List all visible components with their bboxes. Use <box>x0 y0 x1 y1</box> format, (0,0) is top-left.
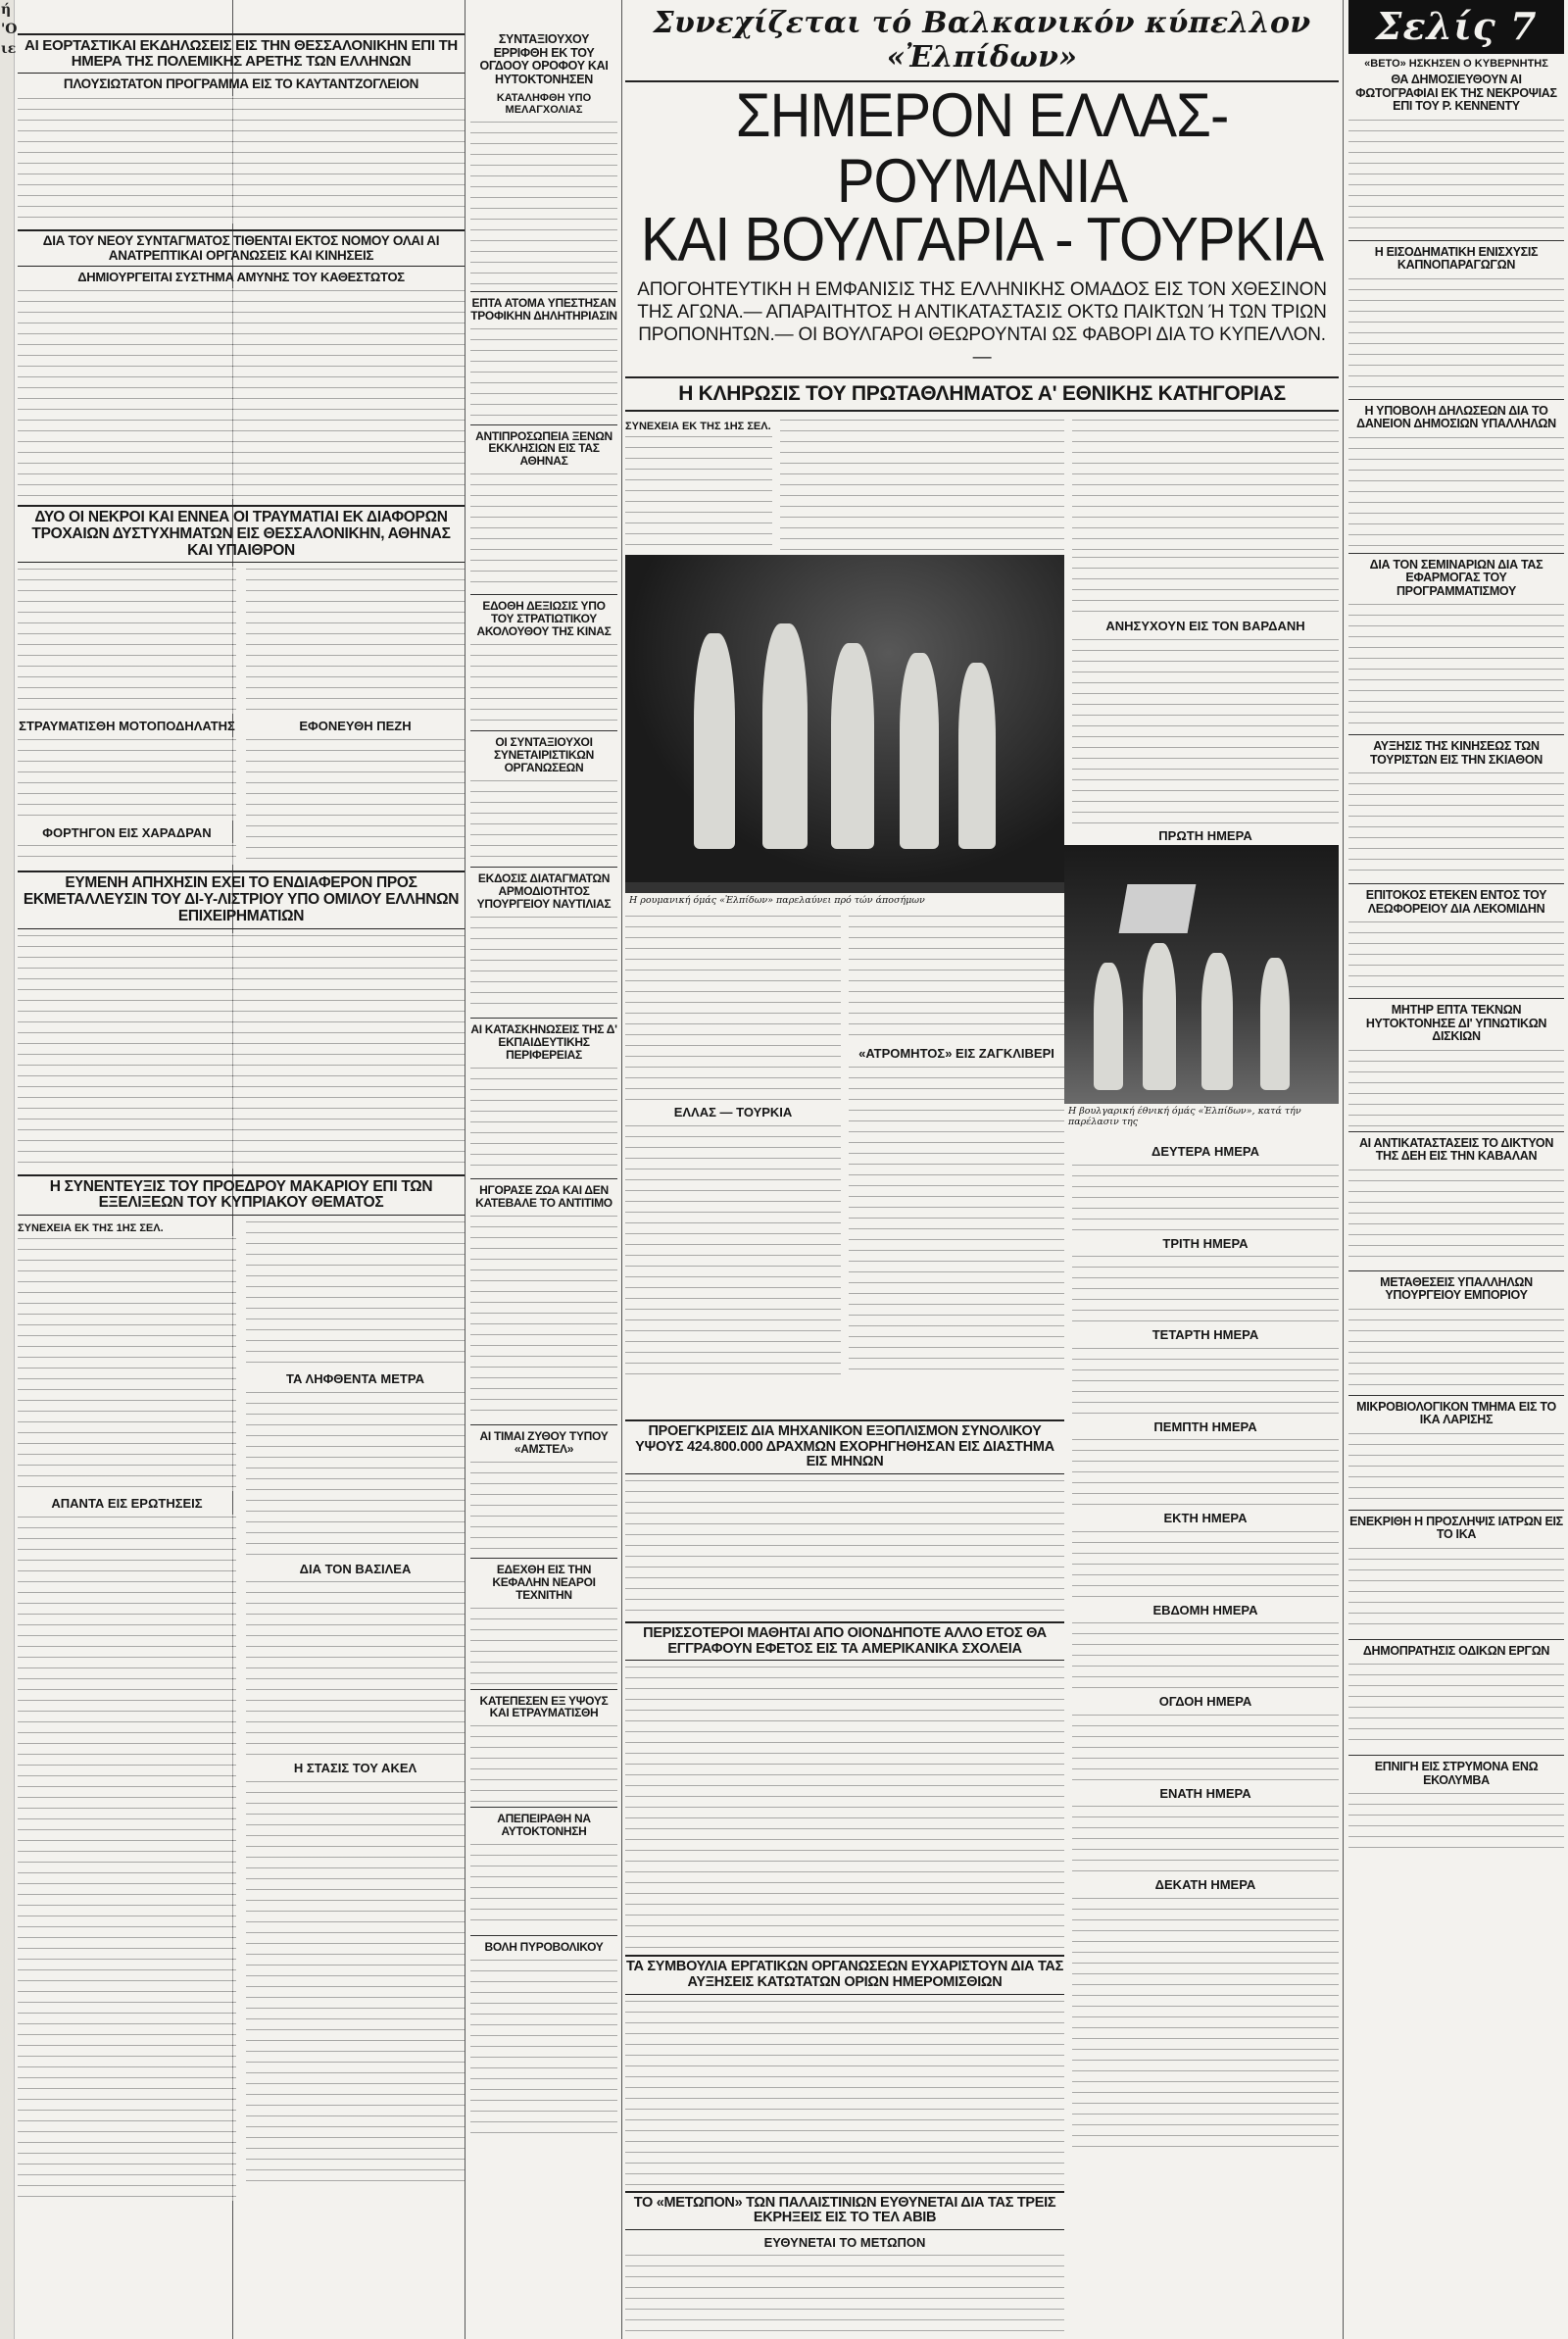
headline-makarios: Η ΣΥΝΕΝΤΕΥΞΙΣ ΤΟΥ ΠΡΟΕΔΡΟΥ ΜΑΚΑΡΙΟΥ ΕΠΙ ΤΩΝ ΕΞΕΛΙΞΕΩΝ ΤΟΥ ΚΥΠΡΙΑΚΟΥ ΘΕΜΑΤΟΣ <box>18 1174 465 1216</box>
subhead-measures: ΤΑ ΛΗΦΘΕΝΤΑ ΜΕΤΡΑ <box>286 1371 424 1387</box>
subhead-atromitos: «ΑΤΡΟΜΗΤΟΣ» ΕΙΣ ΖΑΓΚΛΙΒΕΡΙ <box>858 1046 1054 1061</box>
article-body <box>470 1214 617 1419</box>
day-heading: ΔΕΥΤΕΡΑ ΗΜΕΡΑ <box>1152 1144 1259 1159</box>
article-body <box>246 1779 465 2191</box>
article-body <box>1348 1168 1564 1266</box>
article-body <box>849 914 1064 1041</box>
article-body <box>18 737 236 821</box>
fixture-list <box>1072 1713 1339 1781</box>
headline-gunshot: ΒΟΛΗ ΠΥΡΟΒΟΛΙΚΟΥ <box>484 1940 604 1955</box>
subheadline-kaftantzogleio: ΠΛΟΥΣΙΩΤΑΤΟΝ ΠΡΟΓΡΑΜΜΑ ΕΙΣ ΤΟ ΚΑΥΤΑΝΤΖΟΓΛΕΙΟΝ <box>63 76 419 92</box>
article-body <box>1348 1431 1564 1505</box>
fixture-list <box>1072 1620 1339 1689</box>
headline-tel-aviv-explosions: ΤΟ «ΜΕΤΩΠΟΝ» ΤΩΝ ΠΑΛΑΙΣΤΙΝΙΩΝ ΕΥΘΥΝΕΤΑΙ ΔΙΑ ΤΑΣ ΤΡΕΙΣ ΕΚΡΗΞΕΙΣ ΕΙΣ ΤΟ ΤΕΛ ΑΒΙΒ <box>625 2191 1064 2230</box>
article-body <box>1348 1307 1564 1390</box>
article-body <box>1348 1546 1564 1634</box>
fixture-list <box>1072 1254 1339 1322</box>
article-body <box>18 96 465 224</box>
article-body <box>625 434 772 552</box>
continuation-lead: ΣΥΝΕΧΕΙΑ ΕΚ ΤΗΣ 1ΗΣ ΣΕΛ. <box>18 1222 164 1235</box>
subhead-greece-turkey: ΕΛΛΑΣ — ΤΟΥΡΚΙΑ <box>673 1105 793 1120</box>
article-body <box>18 1236 236 1491</box>
fixture-list <box>1072 1437 1339 1506</box>
article-body <box>246 737 465 860</box>
article-body <box>18 843 236 865</box>
article-body <box>625 1478 1064 1616</box>
fixture-list <box>1072 1804 1339 1872</box>
headline-fell-from-height: ΚΑΤΕΠΕΣΕΝ ΕΞ ΥΨΟΥΣ ΚΑΙ ΕΤΡΑΥΜΑΤΙΣΘΗ <box>479 1693 609 1720</box>
subhead-answers: ΑΠΑΝΤΑ ΕΙΣ ΕΡΩΤΗΣΕΙΣ <box>51 1496 203 1512</box>
article-body <box>1348 1048 1564 1126</box>
day-heading: ΠΡΩΤΗ ΗΜΕΡΑ <box>1158 827 1252 843</box>
article-body <box>470 1066 617 1173</box>
headline-strymon-drowning: ΕΠΝΙΓΗ ΕΙΣ ΣΤΡΥΜΟΝΑ ΕΝΩ ΕΚΟΛΥΜΒΑ <box>1374 1760 1539 1787</box>
veto-headline: «ΒΕΤΟ» ΗΣΚΗΣΕΝ Ο ΚΥΒΕΡΝΗΤΗΣ <box>1364 58 1548 70</box>
subheadline-defense-system: ΔΗΜΙΟΥΡΓΕΙΤΑΙ ΣΥΣΤΗΜΑ ΑΜΥΝΗΣ ΤΟΥ ΚΑΘΕΣΤΩΤΟΣ <box>77 270 405 285</box>
article-body <box>1348 1662 1564 1750</box>
day-heading: ΕΚΤΗ ΗΜΕΡΑ <box>1163 1511 1248 1526</box>
photo-bulgarian-team <box>1064 845 1339 1129</box>
headline-doctors-hiring: ΕΝΕΚΡΙΘΗ Η ΠΡΟΣΛΗΨΙΣ ΙΑΤΡΩΝ ΕΙΣ ΤΟ ΙΚΑ <box>1349 1514 1563 1542</box>
edge-letter: ιε <box>1 41 17 57</box>
headline-labor-councils: ΤΑ ΣΥΜΒΟΥΛΙΑ ΕΡΓΑΤΙΚΩΝ ΟΡΓΑΝΩΣΕΩΝ ΕΥΧΑΡΙΣΤΟΥΝ ΔΙΑ ΤΑΣ ΑΥΞΗΣΕΙΣ ΚΑΤΩΤΑΤΩΝ ΟΡΙΩΝ ΗΜΕΡΟΜΙΣΘΙΩΝ <box>625 1955 1064 1994</box>
headline-seminars: ΔΙΑ ΤΟΝ ΣΕΜΙΝΑΡΙΩΝ ΔΙΑ ΤΑΣ ΕΦΑΡΜΟΓΑΣ ΤΟΥ ΠΡΟΓΡΑΜΜΑΤΙΣΜΟΥ <box>1369 557 1544 598</box>
article-body <box>246 1390 465 1557</box>
continuation-lead: ΣΥΝΕΧΕΙΑ ΕΚ ΤΗΣ 1ΗΣ ΣΕΛ. <box>625 421 771 432</box>
article-body <box>1348 118 1564 235</box>
headline-food-poisoning: ΕΠΤΑ ΑΤΟΜΑ ΥΠΕΣΤΗΣΑΝ ΤΡΟΦΙΚΗΝ ΔΗΛΗΤΗΡΙΑΣΙΝ <box>470 295 617 323</box>
headline-dioryga: ΕΥΜΕΝΗ ΑΠΗΧΗΣΙΝ ΕΧΕΙ ΤΟ ΕΝΔΙΑΦΕΡΟΝ ΠΡΟΣ ΕΚΜΕΤΑΛΛΕΥΣΙΝ ΤΟΥ ΔΙ-Υ-ΛΙΣΤΡΙΟΥ ΥΠΟ ΟΜΙΛΟΥ ΕΛΛΗΝΩΝ ΕΠΙΧΕΙΡΗΜΑΤΙΩΝ <box>18 871 465 928</box>
article-body <box>18 567 236 714</box>
headline-head-injury: ΕΔΕΧΘΗ ΕΙΣ ΤΗΝ ΚΕΦΑΛΗΝ ΝΕΑΡΟΙ ΤΕΧΝΙΤΗΝ <box>492 1562 596 1602</box>
article-body <box>625 1123 841 1378</box>
headline-skiathos-tourism: ΑΥΞΗΣΙΣ ΤΗΣ ΚΙΝΗΣΕΩΣ ΤΩΝ ΤΟΥΡΙΣΤΩΝ ΕΙΣ ΤΗΝ ΣΚΙΑΘΟΝ <box>1370 739 1543 767</box>
left-column <box>18 0 465 2339</box>
headline-naval-decrees: ΕΚΔΟΣΙΣ ΔΙΑΤΑΓΜΑΤΩΝ ΑΡΜΟΔΙΟΤΗΤΟΣ ΥΠΟΥΡΓΕΙΟΥ ΝΑΥΤΙΛΙΑΣ <box>476 871 612 912</box>
headline-deck: ΑΠΟΓΟΗΤΕΥΤΙΚΗ Η ΕΜΦΑΝΙΣΙΣ ΤΗΣ ΕΛΛΗΝΙΚΗΣ ΟΜΑΔΟΣ ΕΙΣ ΤΟΝ ΧΘΕΣΙΝΟΝ ΤΗΣ ΑΓΩΝΑ.— ΑΠΑΡΑΙΤΗΤΟΣ Η ΑΝΤΙΚΑΤΑΣΤΑΣΙΣ ΟΚΤΩ ΠΑΙΚΤΩΝ Ή ΤΩΝ ΤΡΙΩΝ ΠΡΟΠΟΝΗΤΩΝ.— ΟΙ ΒΟΥΛΓΑΡΟΙ ΘΕΩΡΟΥΝΤΑΙ ΩΣ ΦΑΒΟΡΙ ΔΙΑ ΤΟ ΚΥΠΕΛΛΟΝ.— <box>637 279 1327 368</box>
subhead-akel: Η ΣΤΑΣΙΣ ΤΟΥ ΑΚΕΛ <box>293 1761 417 1776</box>
headline-livestock-fraud: ΗΓΟΡΑΣΕ ΖΩΑ ΚΑΙ ΔΕΝ ΚΑΤΕΒΑΛΕ ΤΟ ΑΝΤΙΤΙΜΟ <box>475 1182 612 1210</box>
headline-amstel-prices: ΑΙ ΤΙΜΑΙ ΖΥΘΟΥ ΤΥΠΟΥ «ΑΜΣΤΕΛ» <box>479 1428 609 1456</box>
article-body <box>625 1665 1064 1949</box>
article-body <box>470 472 617 589</box>
fixture-list <box>1072 1896 1339 2151</box>
headline-commerce-transfers: ΜΕΤΑΘΕΣΕΙΣ ΥΠΑΛΛΗΛΩΝ ΥΠΟΥΡΓΕΙΟΥ ΕΜΠΟΡΙΟΥ <box>1380 1274 1533 1303</box>
article-body <box>246 1219 465 1367</box>
headline-cooperative-pensioners: ΟΙ ΣΥΝΤΑΞΙΟΥΧΟΙ ΣΥΝΕΤΑΙΡΙΣΤΙΚΩΝ ΟΡΓΑΝΩΣΕΩΝ <box>494 735 594 775</box>
headline-suicide-attempt: ΑΠΕΠΕΙΡΑΘΗ ΝΑ ΑΥΤΟΚΤΟΝΗΣΗ <box>497 1812 591 1839</box>
headline-kavala-network: ΑΙ ΑΝΤΙΚΑΤΑΣΤΑΣΕΙΣ ΤΟ ΔΙΚΤΥΟΝ ΤΗΣ ΔΕΗ ΕΙΣ ΤΗΝ ΚΑΒΑΛΑΝ <box>1358 1135 1554 1164</box>
day-heading: ΕΝΑΤΗ ΗΜΕΡΑ <box>1159 1785 1251 1801</box>
photo-caption: Η βουλγαρική έθνική όμάς «Ἐλπίδων», κατά τήν παρέλασιν της <box>1064 1104 1339 1129</box>
subhead-pedestrian-killed: ΕΦΟΝΕΥΘΗ ΠΕΖΗ <box>299 719 412 734</box>
subhead-motorcyclist: ΣΤΡΑΥΜΑΤΙΣΘΗ ΜΟΤΟΠΟΔΗΛΑΤΗΣ <box>19 719 235 734</box>
headline-mother-suicide: ΜΗΤΗΡ ΕΠΤΑ ΤΕΚΝΩΝ ΗΥΤΟΚΤΟΝΗΣΕ ΔΙ' ΥΠΝΩΤΙΚΩΝ ΔΙΣΚΙΩΝ <box>1365 1003 1547 1044</box>
article-body <box>625 1999 1064 2185</box>
article-body <box>470 1958 617 2134</box>
article-body <box>470 778 617 862</box>
article-body <box>849 1065 1064 1378</box>
banner-headline-1: ΣΗΜΕΡΟΝ ΕΛΛΑΣ-ΡΟΥΜΑΝΙΑ <box>735 80 1229 217</box>
headline-american-schools: ΠΕΡΙΣΣΟΤΕΡΟΙ ΜΑΘΗΤΑΙ ΑΠΟ ΟΙΟΝΔΗΠΟΤΕ ΑΛΛΟ ΕΤΟΣ ΘΑ ΕΓΓΡΑΦΟΥΝ ΕΦΕΤΟΣ ΕΙΣ ΤΑ ΑΜΕΡΙΚΑΝΙΚΑ ΣΧΟΛΕΙΑ <box>625 1621 1064 1661</box>
article-body <box>1348 602 1564 729</box>
headline-thessaloniki: ΑΙ ΕΟΡΤΑΣΤΙΚΑΙ ΕΚΔΗΛΩΣΕΙΣ ΕΙΣ ΤΗΝ ΘΕΣΣΑΛΟΝΙΚΗΝ ΕΠΙ ΤΗ ΗΜΕΡΑ ΤΗΣ ΠΟΛΕΜΙΚΗΣ ΑΡΕΤΗΣ ΤΩΝ ΕΛΛΗΝΩΝ <box>18 33 465 74</box>
day-heading: ΔΕΚΑΤΗ ΗΜΕΡΑ <box>1154 1877 1256 1893</box>
column-rule <box>621 0 622 2339</box>
article-body <box>18 933 465 1169</box>
article-body <box>246 567 465 714</box>
fixture-list <box>1072 1163 1339 1231</box>
photo-caption: Η ρουμανική όμάς «Ἐλπίδων» παρελαύνει πρό τών άποσήμων <box>625 893 1064 908</box>
day-heading: ΟΓΔΟΗ ΗΜΕΡΑ <box>1158 1694 1252 1710</box>
article-body <box>470 326 617 420</box>
day-heading: ΤΡΙΤΗ ΗΜΕΡΑ <box>1162 1235 1249 1251</box>
article-body <box>1072 637 1339 823</box>
article-body <box>246 1579 465 1756</box>
headline-road-accidents: ΔΥΟ ΟΙ ΝΕΚΡΟΙ ΚΑΙ ΕΝΝΕΑ ΟΙ ΤΡΑΥΜΑΤΙΑΙ ΕΚ ΔΙΑΦΟΡΩΝ ΤΡΟΧΑΙΩΝ ΔΥΣΤΥΧΗΜΑΤΩΝ ΕΙΣ ΘΕΣΣΑΛΟΝΙΚΗΝ, ΑΘΗΝΑΣ ΚΑΙ ΥΠΑΙΘΡΟΝ <box>18 505 465 563</box>
headline-tobacco-growers: Η ΕΙΣΟΔΗΜΑΤΙΚΗ ΕΝΙΣΧΥΣΙΣ ΚΑΠΝΟΠΑΡΑΓΩΓΩΝ <box>1374 244 1539 273</box>
article-body <box>1348 771 1564 878</box>
subhead-melancholy: ΚΑΤΑΛΗΦΘΗ ΥΠΟ ΜΕΛΑΓΧΟΛΙΑΣ <box>496 92 592 117</box>
headline-larisa-lab: ΜΙΚΡΟΒΙΟΛΟΓΙΚΟΝ ΤΜΗΜΑ ΕΙΣ ΤΟ ΙΚΑ ΛΑΡΙΣΗΣ <box>1356 1399 1556 1427</box>
fixture-list <box>1072 1346 1339 1415</box>
article-body <box>18 288 465 499</box>
column-rule <box>465 0 466 2339</box>
headline-summer-camps: ΑΙ ΚΑΤΑΣΚΗΝΩΣΕΙΣ ΤΗΣ Δ' ΕΚΠΑΙΔΕΥΤΙΚΗΣ ΠΕΡΙΦΕΡΕΙΑΣ <box>470 1021 617 1062</box>
second-column <box>470 0 617 2339</box>
article-body <box>1348 276 1564 394</box>
headline-suicide-8th-floor: ΣΥΝΤΑΞΙΟΥΧΟΥ ΕΡΡΙΦΘΗ ΕΚ ΤΟΥ ΟΓΔΟΟΥ ΟΡΟΦΟΥ ΚΑΙ ΗΥΤΟΚΤΟΝΗΣΕΝ <box>479 32 609 86</box>
headline-kennedy-autopsy: ΘΑ ΔΗΜΟΣΙΕΥΘΟΥΝ ΑΙ ΦΩΤΟΓΡΑΦΙΑΙ ΕΚ ΤΗΣ ΝΕΚΡΟΨΙΑΣ ΕΠΙ ΤΟΥ Ρ. ΚΕΝΝΕΝΤΥ <box>1355 73 1557 114</box>
article-body <box>470 915 617 1013</box>
subhead-king: ΔΙΑ ΤΟΝ ΒΑΣΙΛΕΑ <box>299 1561 412 1576</box>
headline-machinery-approvals: ΠΡΟΕΓΚΡΙΣΕΙΣ ΔΙΑ ΜΗΧΑΝΙΚΟΝ ΕΞΟΠΛΙΣΜΟΝ ΣΥΝΟΛΙΚΟΥ ΥΨΟΥΣ 424.800.000 ΔΡΑΧΜΩΝ ΕΧΟΡΗΓΗΘΗΣΑΝ ΕΙΣ ΔΙΑΣΤΗΜΑ ΕΙΣ ΜΗΝΩΝ <box>625 1419 1064 1474</box>
article-body <box>1348 435 1564 548</box>
article-body <box>1348 1791 1564 1850</box>
article-body <box>470 1723 617 1802</box>
page-number-badge: Σελίς 7 <box>1348 0 1564 54</box>
article-body <box>1348 920 1564 993</box>
column-rule <box>1343 0 1344 2339</box>
article-body <box>625 2253 1064 2331</box>
article-body <box>18 1515 236 2201</box>
article-body <box>470 1606 617 1684</box>
headline-birth-on-bus: ΕΠΙΤΟΚΟΣ ΕΤΕΚΕΝ ΕΝΤΟΣ ΤΟΥ ΛΕΩΦΟΡΕΙΟΥ ΔΙΑ ΛΕΚΟΜΙΔΗΝ <box>1365 888 1547 916</box>
banner-headline-2: ΚΑΙ ΒΟΥΛΓΑΡΙΑ - ΤΟΥΡΚΙΑ <box>640 205 1324 274</box>
draw-headline: Η ΚΛΗΡΩΣΙΣ ΤΟΥ ΠΡΩΤΑΘΛΗΜΑΤΟΣ Α' ΕΘΝΙΚΗΣ ΚΑΤΗΓΟΡΙΑΣ <box>625 376 1339 412</box>
fixture-list <box>1072 1529 1339 1598</box>
article-body <box>470 642 617 725</box>
headline-china-reception: ΕΔΟΘΗ ΔΕΞΙΩΣΙΣ ΥΠΟ ΤΟΥ ΣΤΡΑΤΙΩΤΙΚΟΥ ΑΚΟΛΟΥΘΟΥ ΤΗΣ ΚΙΝΑΣ <box>476 599 612 639</box>
center-sports-section <box>625 0 1339 2339</box>
headline-constitution: ΔΙΑ ΤΟΥ ΝΕΟΥ ΣΥΝΤΑΓΜΑΤΟΣ ΤΙΘΕΝΤΑΙ ΕΚΤΟΣ ΝΟΜΟΥ ΟΛΑΙ ΑΙ ΑΝΑΤΡΕΠΤΙΚΑΙ ΟΡΓΑΝΩΣΕΙΣ ΚΑΙ ΚΙΝΗΣΕΙΣ <box>18 229 465 267</box>
day-heading: ΕΒΔΟΜΗ ΗΜΕΡΑ <box>1152 1602 1258 1617</box>
edge-letter: 'Ο <box>1 22 18 37</box>
article-body <box>1072 555 1339 614</box>
article-body <box>780 418 1064 555</box>
subhead-vardanis: ΑΝΗΣΥΧΟΥΝ ΕΙΣ ΤΟΝ ΒΑΡΔΑΝΗ <box>1105 619 1305 633</box>
sports-masthead: Συνεχίζεται τό Βαλκανικόν κύπελλον «Ἐλπίδων» <box>625 0 1339 82</box>
edge-letter: ή <box>1 2 12 18</box>
adjacent-page-edge <box>0 0 18 2339</box>
article-body <box>1072 418 1339 555</box>
article-body <box>470 1842 617 1930</box>
right-column <box>1348 0 1564 2339</box>
headline-foreign-churches: ΑΝΤΙΠΡΟΣΩΠΕΙΑ ΞΕΝΩΝ ΕΚΚΛΗΣΙΩΝ ΕΙΣ ΤΑΣ ΑΘΗΝΑΣ <box>475 428 612 469</box>
article-body <box>470 1460 617 1553</box>
article-body <box>470 120 617 286</box>
day-heading: ΠΕΜΠΤΗ ΗΜΕΡΑ <box>1153 1418 1257 1434</box>
day-heading: ΤΕΤΑΡΤΗ ΗΜΕΡΑ <box>1152 1327 1259 1343</box>
subhead-front-responsible: ΕΥΘΥΝΕΤΑΙ ΤΟ ΜΕΤΩΠΟΝ <box>763 2234 926 2250</box>
photo-romanian-team <box>625 555 1064 908</box>
article-body <box>625 914 841 1100</box>
headline-road-works: ΔΗΜΟΠΡΑΤΗΣΙΣ ΟΔΙΚΩΝ ΕΡΓΩΝ <box>1362 1643 1550 1658</box>
headline-civil-servant-loan: Η ΥΠΟΒΟΛΗ ΔΗΛΩΣΕΩΝ ΔΙΑ ΤΟ ΔΑΝΕΙΟΝ ΔΗΜΟΣΙΩΝ ΥΠΑΛΛΗΛΩΝ <box>1356 403 1556 431</box>
subhead-truck-ravine: ΦΟΡΤΗΓΟΝ ΕΙΣ ΧΑΡΑΔΡΑΝ <box>42 824 212 840</box>
